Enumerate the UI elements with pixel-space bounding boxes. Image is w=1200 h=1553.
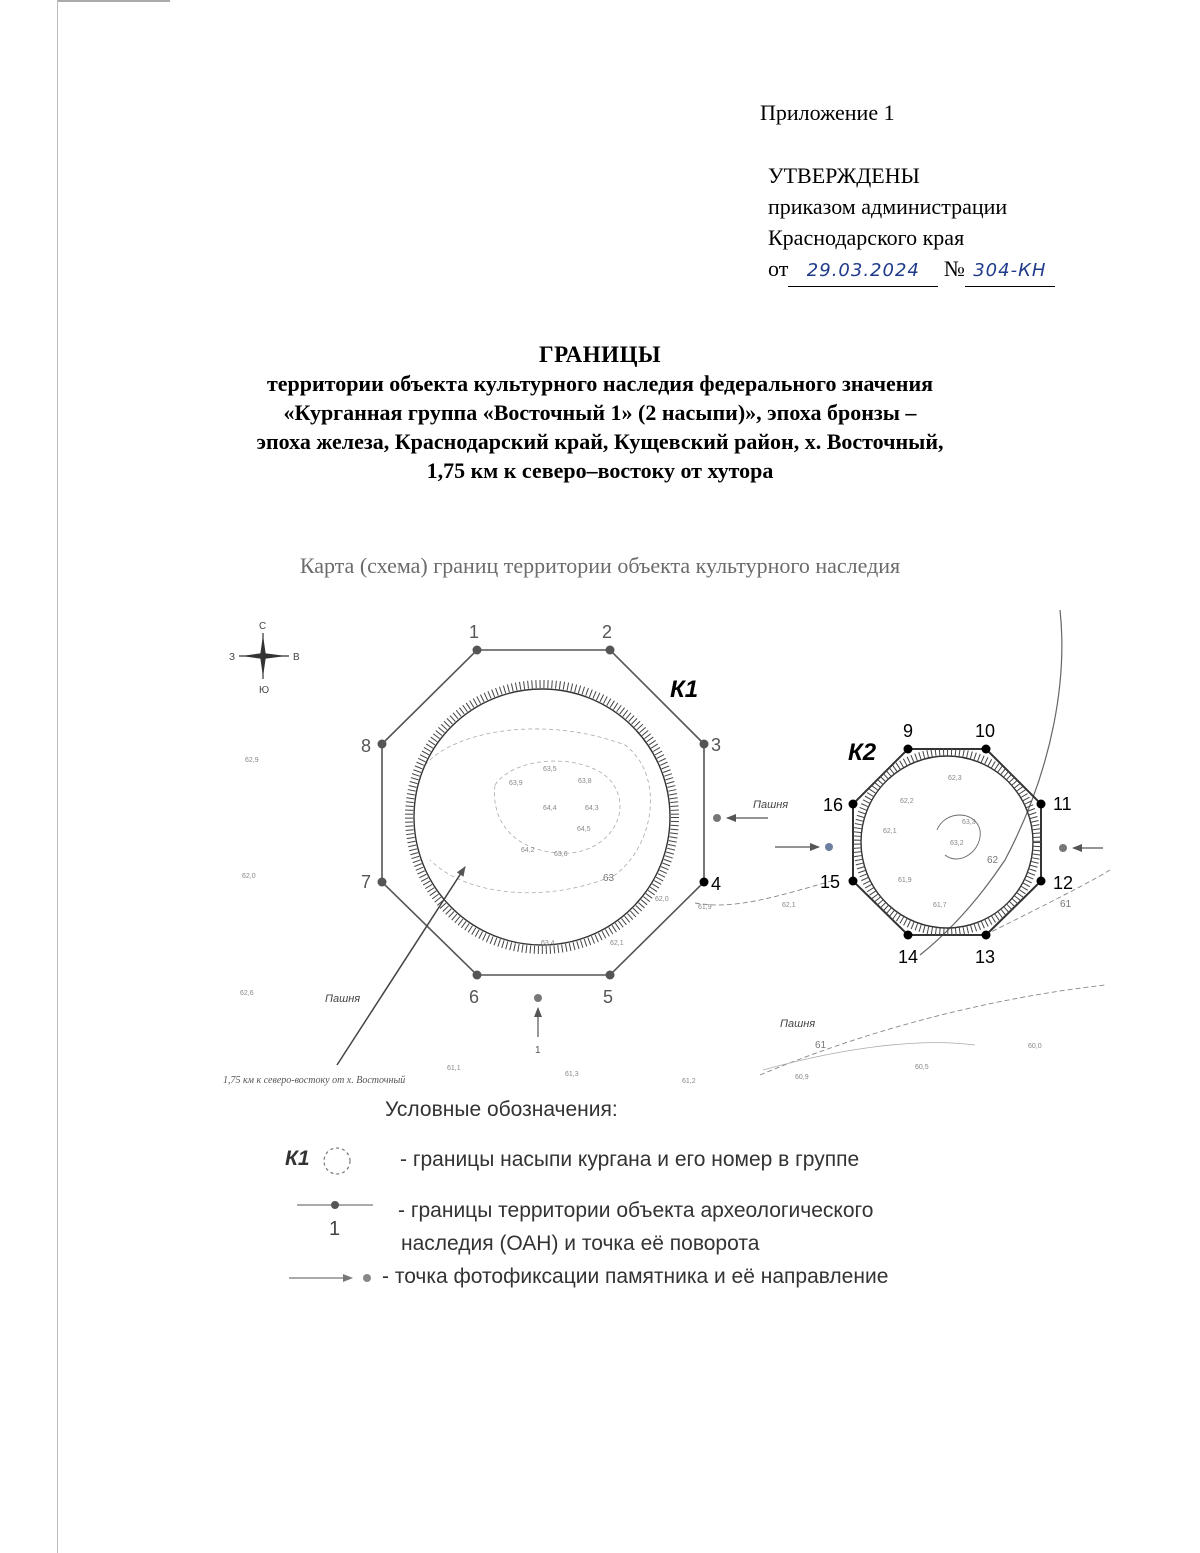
k1-mound-hachures [409, 684, 675, 950]
k1-turning-points [361, 622, 721, 1007]
point-7-label: 7 [361, 872, 372, 892]
map-caption: Карта (схема) границ территории объекта культурного наследия [299, 553, 901, 578]
contour-line-k1-inner [425, 729, 650, 893]
elevation-label: 60,9 [795, 1074, 809, 1081]
number-prefix: № [943, 256, 965, 281]
appendix-label: Приложение 1 [760, 100, 895, 125]
elevation-label: 64,2 [521, 847, 535, 854]
contour-label-61-south: 61 [815, 1040, 827, 1051]
k2-mound-outline [861, 756, 1033, 928]
title-line4: 1,75 км к северо–востоку от хутора [426, 458, 774, 483]
elevation-label: 61,1 [447, 1065, 461, 1072]
title-line2: «Курганная группа «Восточный 1» (2 насыпи)», эпоха бронзы – [283, 400, 917, 425]
point-12-label: 12 [1053, 873, 1074, 893]
compass-north: С [259, 621, 267, 632]
k1-elevations [509, 766, 669, 947]
elevation-label: 62,3 [948, 775, 962, 782]
elevation-label: 63,4 [541, 940, 555, 947]
point-4-label: 4 [711, 874, 722, 894]
approved-heading: УТВЕРЖДЕНЫ [768, 163, 920, 188]
k2-mound-label: К2 [848, 739, 877, 766]
elevation-label: 63,5 [543, 766, 557, 773]
legend-photo-text: - точка фотофиксации памятника и её направление [382, 1265, 889, 1288]
date-prefix: от [768, 256, 789, 281]
legend-boundary-text [398, 1194, 873, 1260]
site-map [215, 605, 1115, 1095]
contour-label-63: 63 [603, 873, 615, 884]
elevation-label: 62,1 [610, 940, 624, 947]
compass-rose [229, 621, 300, 696]
point-14-label: 14 [898, 947, 919, 967]
approval-block [768, 160, 1055, 287]
point-13-label: 13 [975, 947, 996, 967]
legend-k1-label: К1 [285, 1147, 310, 1170]
k2-elevations [883, 775, 976, 909]
approval-date-line [768, 253, 1055, 287]
point-16-label: 16 [823, 795, 844, 815]
title-heading: ГРАНИЦЫ [538, 342, 662, 367]
outer-elevations [240, 757, 1042, 1085]
scan-top-mark [58, 0, 170, 2]
elevation-label: 64,3 [585, 805, 599, 812]
elevation-label: 62,0 [242, 873, 256, 880]
contour-line-field [985, 870, 1110, 935]
legend-boundary-line1: - границы территории объекта археологического [398, 1199, 874, 1222]
elevation-label: 61,7 [933, 902, 947, 909]
point-11-label: 11 [1053, 794, 1072, 814]
legend-mound-text: - границы насыпи кургана и его номер в группе [400, 1148, 860, 1171]
k1-oah-boundary [382, 650, 704, 975]
elevation-label: 63,3 [962, 819, 976, 826]
distance-note: 1,75 км к северо-востоку от х. Восточный [223, 1075, 406, 1086]
elevation-label: 62,9 [245, 757, 259, 764]
elevation-label: 63,2 [950, 840, 964, 847]
point-8-label: 8 [361, 736, 372, 756]
photo-point-number: 1 [535, 1045, 541, 1056]
scan-edge-line [57, 0, 58, 1553]
distance-arrow [337, 867, 465, 1065]
approved-by-line2: Краснодарского края [768, 225, 965, 250]
elevation-label: 64,5 [577, 826, 591, 833]
legend-title: Условные обозначения: [385, 1098, 618, 1121]
plowland-label-south: Пашня [780, 1018, 816, 1030]
compass-south: Ю [259, 685, 270, 696]
elevation-label: 60,5 [915, 1064, 929, 1071]
elevation-label: 61,3 [565, 1071, 579, 1078]
elevation-label: 61,2 [682, 1078, 696, 1085]
date-field [788, 253, 938, 287]
k1-mound-outline [414, 689, 670, 945]
elevation-label: 64,4 [543, 805, 557, 812]
plowland-label-west: Пашня [325, 993, 361, 1005]
photo-point-k1-east [713, 799, 788, 822]
elevation-label: 62,1 [883, 828, 897, 835]
elevation-label: 62,2 [900, 798, 914, 805]
contour-line-61-lower [763, 1043, 975, 1070]
photo-point-k2-east [1059, 844, 1103, 852]
compass-east: В [293, 652, 300, 663]
elevation-label: 63,8 [578, 778, 592, 785]
elevation-label: 60,0 [1028, 1043, 1042, 1050]
plowland-label-k1-east: Пашня [753, 799, 789, 811]
contour-line-k1-core [495, 761, 620, 853]
elevation-label: 63,9 [509, 780, 523, 787]
photo-point-k1-south [534, 994, 542, 1056]
photo-point-k2-west [775, 843, 833, 851]
point-3-label: 3 [711, 735, 722, 755]
contour-line-61 [760, 985, 1105, 1075]
title-line1: территории объекта культурного наследия федерального значения [266, 371, 934, 396]
point-9-label: 9 [903, 721, 914, 741]
legend-boundary-point-label: 1 [329, 1218, 341, 1240]
point-5-label: 5 [603, 987, 614, 1007]
point-15-label: 15 [820, 872, 841, 892]
legend-mound-symbol [318, 1145, 356, 1177]
elevation-label: 62,0 [655, 896, 669, 903]
point-6-label: 6 [469, 987, 480, 1007]
point-2-label: 2 [602, 622, 613, 642]
approved-by-line1: приказом администрации [768, 194, 1008, 219]
elevation-label: 63,6 [554, 851, 568, 858]
point-10-label: 10 [975, 721, 996, 741]
k2-mound-hachures [857, 752, 1037, 932]
legend-boundary-symbol [295, 1193, 375, 1241]
document-title [0, 340, 1200, 485]
legend-boundary-line2: наследия (ОАН) и точка её поворота [401, 1232, 760, 1255]
number-value: 304-КН [973, 260, 1047, 281]
elevation-label: 62,6 [240, 990, 254, 997]
elevation-label: 61,9 [898, 877, 912, 884]
elevation-label: 61,9 [698, 904, 712, 911]
point-1-label: 1 [469, 622, 480, 642]
contour-label-61-east: 61 [1060, 899, 1072, 910]
legend-photo-symbol [287, 1266, 377, 1290]
k1-mound-label: К1 [670, 676, 699, 703]
number-field [965, 253, 1055, 287]
contour-label-62: 62 [987, 855, 999, 866]
elevation-label: 62,1 [782, 902, 796, 909]
date-value: 29.03.2024 [806, 260, 920, 281]
title-line3: эпоха железа, Краснодарский край, Кущевский район, х. Восточный, [256, 429, 944, 454]
compass-west: З [229, 652, 236, 663]
